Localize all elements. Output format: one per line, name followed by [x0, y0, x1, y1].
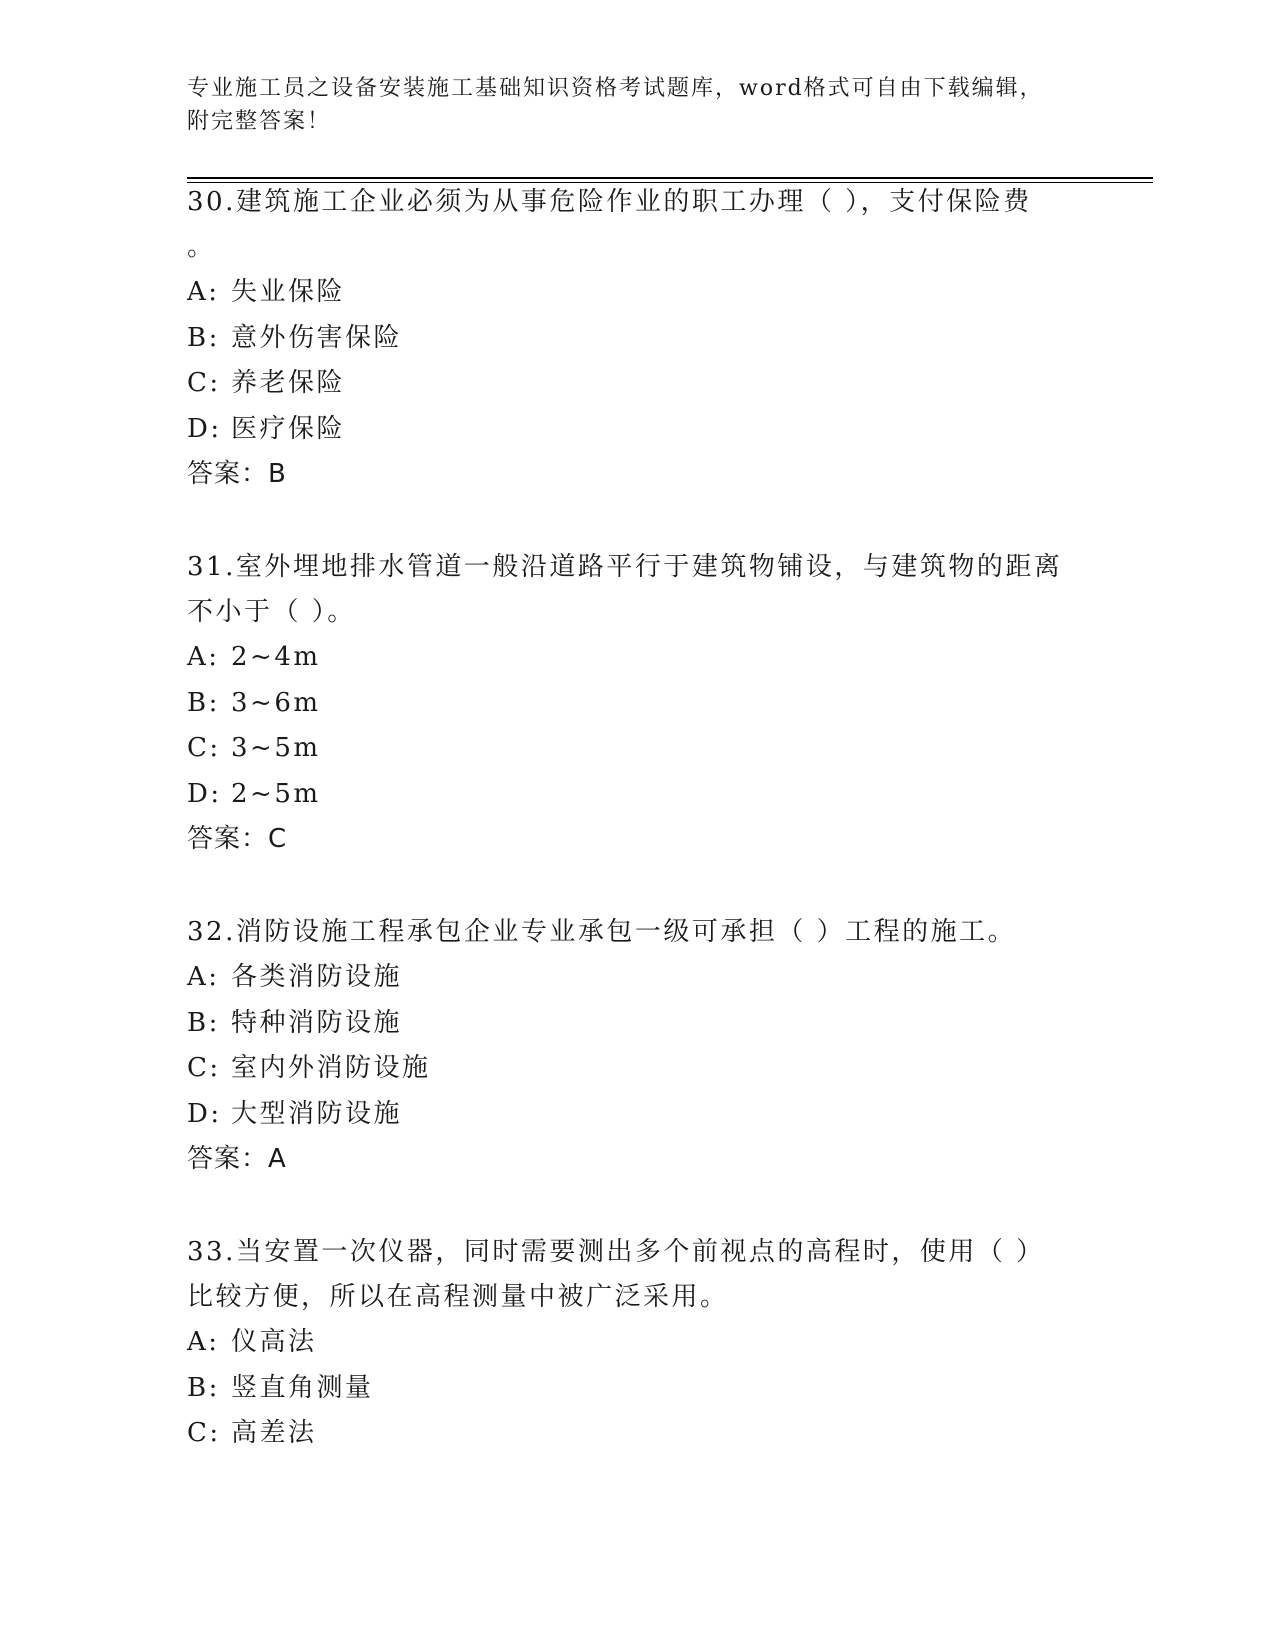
option-d: [187, 1092, 1087, 1138]
option-text: 大型消防设施: [231, 1098, 403, 1129]
question-stem-line-2: 。: [187, 232, 216, 262]
option-text: 养老保险: [231, 368, 346, 398]
question-30: [187, 180, 1087, 497]
option-c: [187, 1046, 1087, 1092]
option-text: 3~6m: [231, 687, 321, 718]
option-letter: B:: [187, 322, 220, 353]
option-text: 高差法: [231, 1418, 317, 1448]
answer-line: 答案：B: [187, 459, 287, 489]
question-stem-line-1: 31.室外埋地排水管道一般沿道路平行于建筑物铺设，与建筑物的距离: [187, 552, 1063, 582]
option-text: 2~4m: [231, 642, 321, 672]
header-line-2: 附完整答案！: [187, 109, 332, 134]
option-text: 室内外消防设施: [231, 1053, 431, 1083]
option-a: [187, 270, 1087, 316]
document-header: [187, 72, 1087, 138]
option-letter: C:: [187, 1418, 221, 1448]
option-letter: A:: [187, 1327, 220, 1357]
question-33: [187, 1230, 1087, 1457]
question-stem-line-1: 30.建筑施工企业必须为从事危险作业的职工办理（ ），支付保险费: [187, 187, 1032, 217]
option-letter: A:: [187, 277, 220, 307]
question-stem-line-2: 比较方便，所以在高程测量中被广泛采用。: [187, 1282, 729, 1312]
question-32: [187, 910, 1087, 1182]
option-d: [187, 772, 1087, 818]
answer-line: 答案：C: [187, 824, 288, 854]
question-stem-line-2: 不小于（ ）。: [187, 597, 356, 627]
option-c: [187, 726, 1087, 772]
option-a: [187, 1320, 1087, 1366]
option-letter: D:: [187, 1098, 222, 1129]
option-letter: C:: [187, 368, 221, 398]
option-letter: C:: [187, 733, 221, 763]
option-b: [187, 681, 1087, 727]
question-31: [187, 545, 1087, 862]
option-b: [187, 1001, 1087, 1047]
option-letter: B:: [187, 687, 220, 718]
option-c: [187, 361, 1087, 407]
option-letter: A:: [187, 962, 220, 992]
question-stem-line-1: 32.消防设施工程承包企业专业承包一级可承担（ ）工程的施工。: [187, 917, 1017, 947]
option-d: [187, 407, 1087, 453]
option-text: 特种消防设施: [231, 1007, 403, 1038]
option-a: [187, 635, 1087, 681]
option-text: 仪高法: [231, 1327, 317, 1357]
header-rule-thick: [187, 177, 1153, 179]
option-letter: D:: [187, 778, 222, 809]
header-line-1: 专业施工员之设备安装施工基础知识资格考试题库，word格式可自由下载编辑，: [187, 76, 1044, 101]
option-letter: C:: [187, 1053, 221, 1083]
option-text: 竖直角测量: [231, 1372, 374, 1403]
option-c: [187, 1411, 1087, 1457]
option-letter: B:: [187, 1372, 220, 1403]
option-a: [187, 955, 1087, 1001]
option-letter: D:: [187, 413, 222, 444]
answer-line: 答案：A: [187, 1144, 287, 1174]
option-text: 各类消防设施: [231, 962, 403, 992]
option-text: 2~5m: [231, 778, 321, 809]
option-b: [187, 1366, 1087, 1412]
option-text: 意外伤害保险: [231, 322, 403, 353]
option-text: 3~5m: [231, 733, 321, 763]
option-letter: A:: [187, 642, 220, 672]
option-text: 医疗保险: [231, 413, 346, 444]
question-stem-line-1: 33.当安置一次仪器，同时需要测出多个前视点的高程时，使用（ ）: [187, 1237, 1045, 1267]
option-letter: B:: [187, 1007, 220, 1038]
option-text: 失业保险: [231, 277, 346, 307]
option-b: [187, 316, 1087, 362]
